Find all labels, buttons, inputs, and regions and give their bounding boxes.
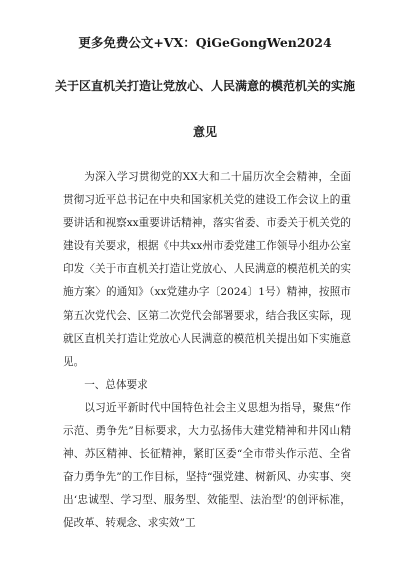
body-paragraph: 以习近平新时代中国特色社会主义思想为指导，聚焦“作示范、勇争先”目标要求，大力弘扬伟大建党精神和井冈山精神、苏区精神、长征精神，紧盯区委“全市带头作示范、全省奋力勇争先”的工作目标，坚持“强党建、树新风、办实事、突出‘忠诚型、学习型、服务型、效能型、法治型’的创评标准，促改革、转观念、求实效”工 xyxy=(63,401,351,530)
document-title: 关于区直机关打造让党放心、人民满意的模范机关的实施 xyxy=(54,79,355,93)
document-body xyxy=(63,166,351,536)
intro-paragraph: 为深入学习贯彻党的XX大和二十届历次全会精神，全面贯彻习近平总书记在中央和国家机关党的建设工作会议上的重要讲话和视察xx重要讲话精神，落实省委、市委关于机关党的建设有关要求，根据《中共xx州市委党建工作领导小组办公室印发〈关于市直机关打造让党放心、人民满意的模范机关的实施方案〉的通知》（xx党建办字〔2024〕1号）精神，按照市第五次党代会、区第二次党代会部署要求，结合我区实际，现就区直机关打造让党放心人民满意的模范机关提出如下实施意见。 xyxy=(63,171,351,368)
section-heading: 一、总体要求 xyxy=(84,378,148,391)
document-title-continued: 意见 xyxy=(192,125,217,139)
promo-header: 更多免费公文+VX：QiGeGongWen2024 xyxy=(78,35,332,50)
